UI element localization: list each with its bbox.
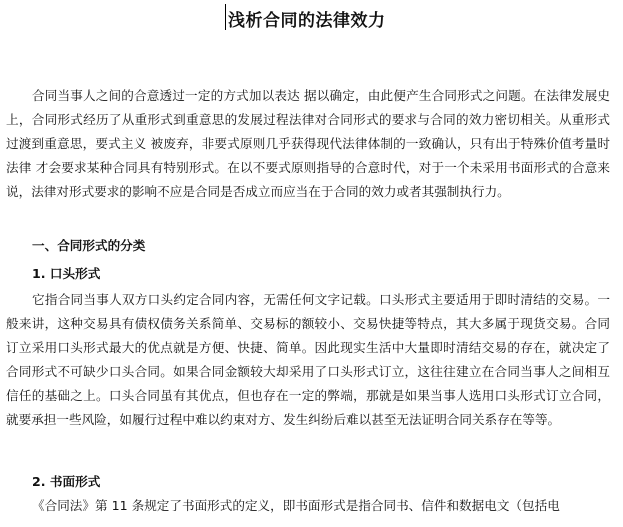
section-heading-contract-form-classification: 一、合同形式的分类: [32, 238, 146, 253]
text-cursor: [225, 4, 226, 30]
oral-form-paragraph: 它指合同当事人双方口头约定合同内容，无需任何文字记载。口头形式主要适用于即时清结的交易。一般来讲，这种交易具有债权债务关系简单、交易标的额较小、交易快捷等特点，其大多属于现货交易。合同订立采用口头形式最大的优点就是方便、快捷、简单。因此现实生活中大量即时清结交易的存在，就决定了合同形式不可缺少口头合同。如果合同金额较大却采用了口头形式订立，这往往建立在合同当事人之间相互信任的基础之上。口头合同虽有其优点，但也存在一定的弊端，那就是如果当事人选用口头形式订立合同，就要承担一些风险，如履行过程中难以约束对方、发生纠纷后难以甚至无法证明合同关系存在等等。: [6, 292, 610, 427]
written-form-paragraph: 《合同法》第 11 条规定了书面形式的定义，即书面形式是指合同书、信件和数据电文（包括电: [32, 498, 560, 513]
intro-paragraph: 合同当事人之间的合意透过一定的方式加以表达 据以确定，由此便产生合同形式之问题。在法律发展史上，合同形式经历了从重形式到重意思的发展过程法律对合同形式的要求与合同的效力密切相关。从重形式过渡到重意思，要式主义 被废弃，非要式原则几乎获得现代法律体制的一致确认，只有出于特殊价值考量时法律 才会要求某种合同具有特别形式。在以不要式原则指导的合意时代，对于一个未采用书面形式的合意来说，法律对形式要求的影响不应是合同是否成立而应当在于合同的效力或者其强制执行力。: [6, 88, 610, 199]
subsection-heading-oral-form: 1. 口头形式: [32, 266, 101, 281]
document-title: 浅析合同的法律效力: [228, 11, 386, 31]
subsection-heading-written-form: 2. 书面形式: [32, 474, 101, 489]
